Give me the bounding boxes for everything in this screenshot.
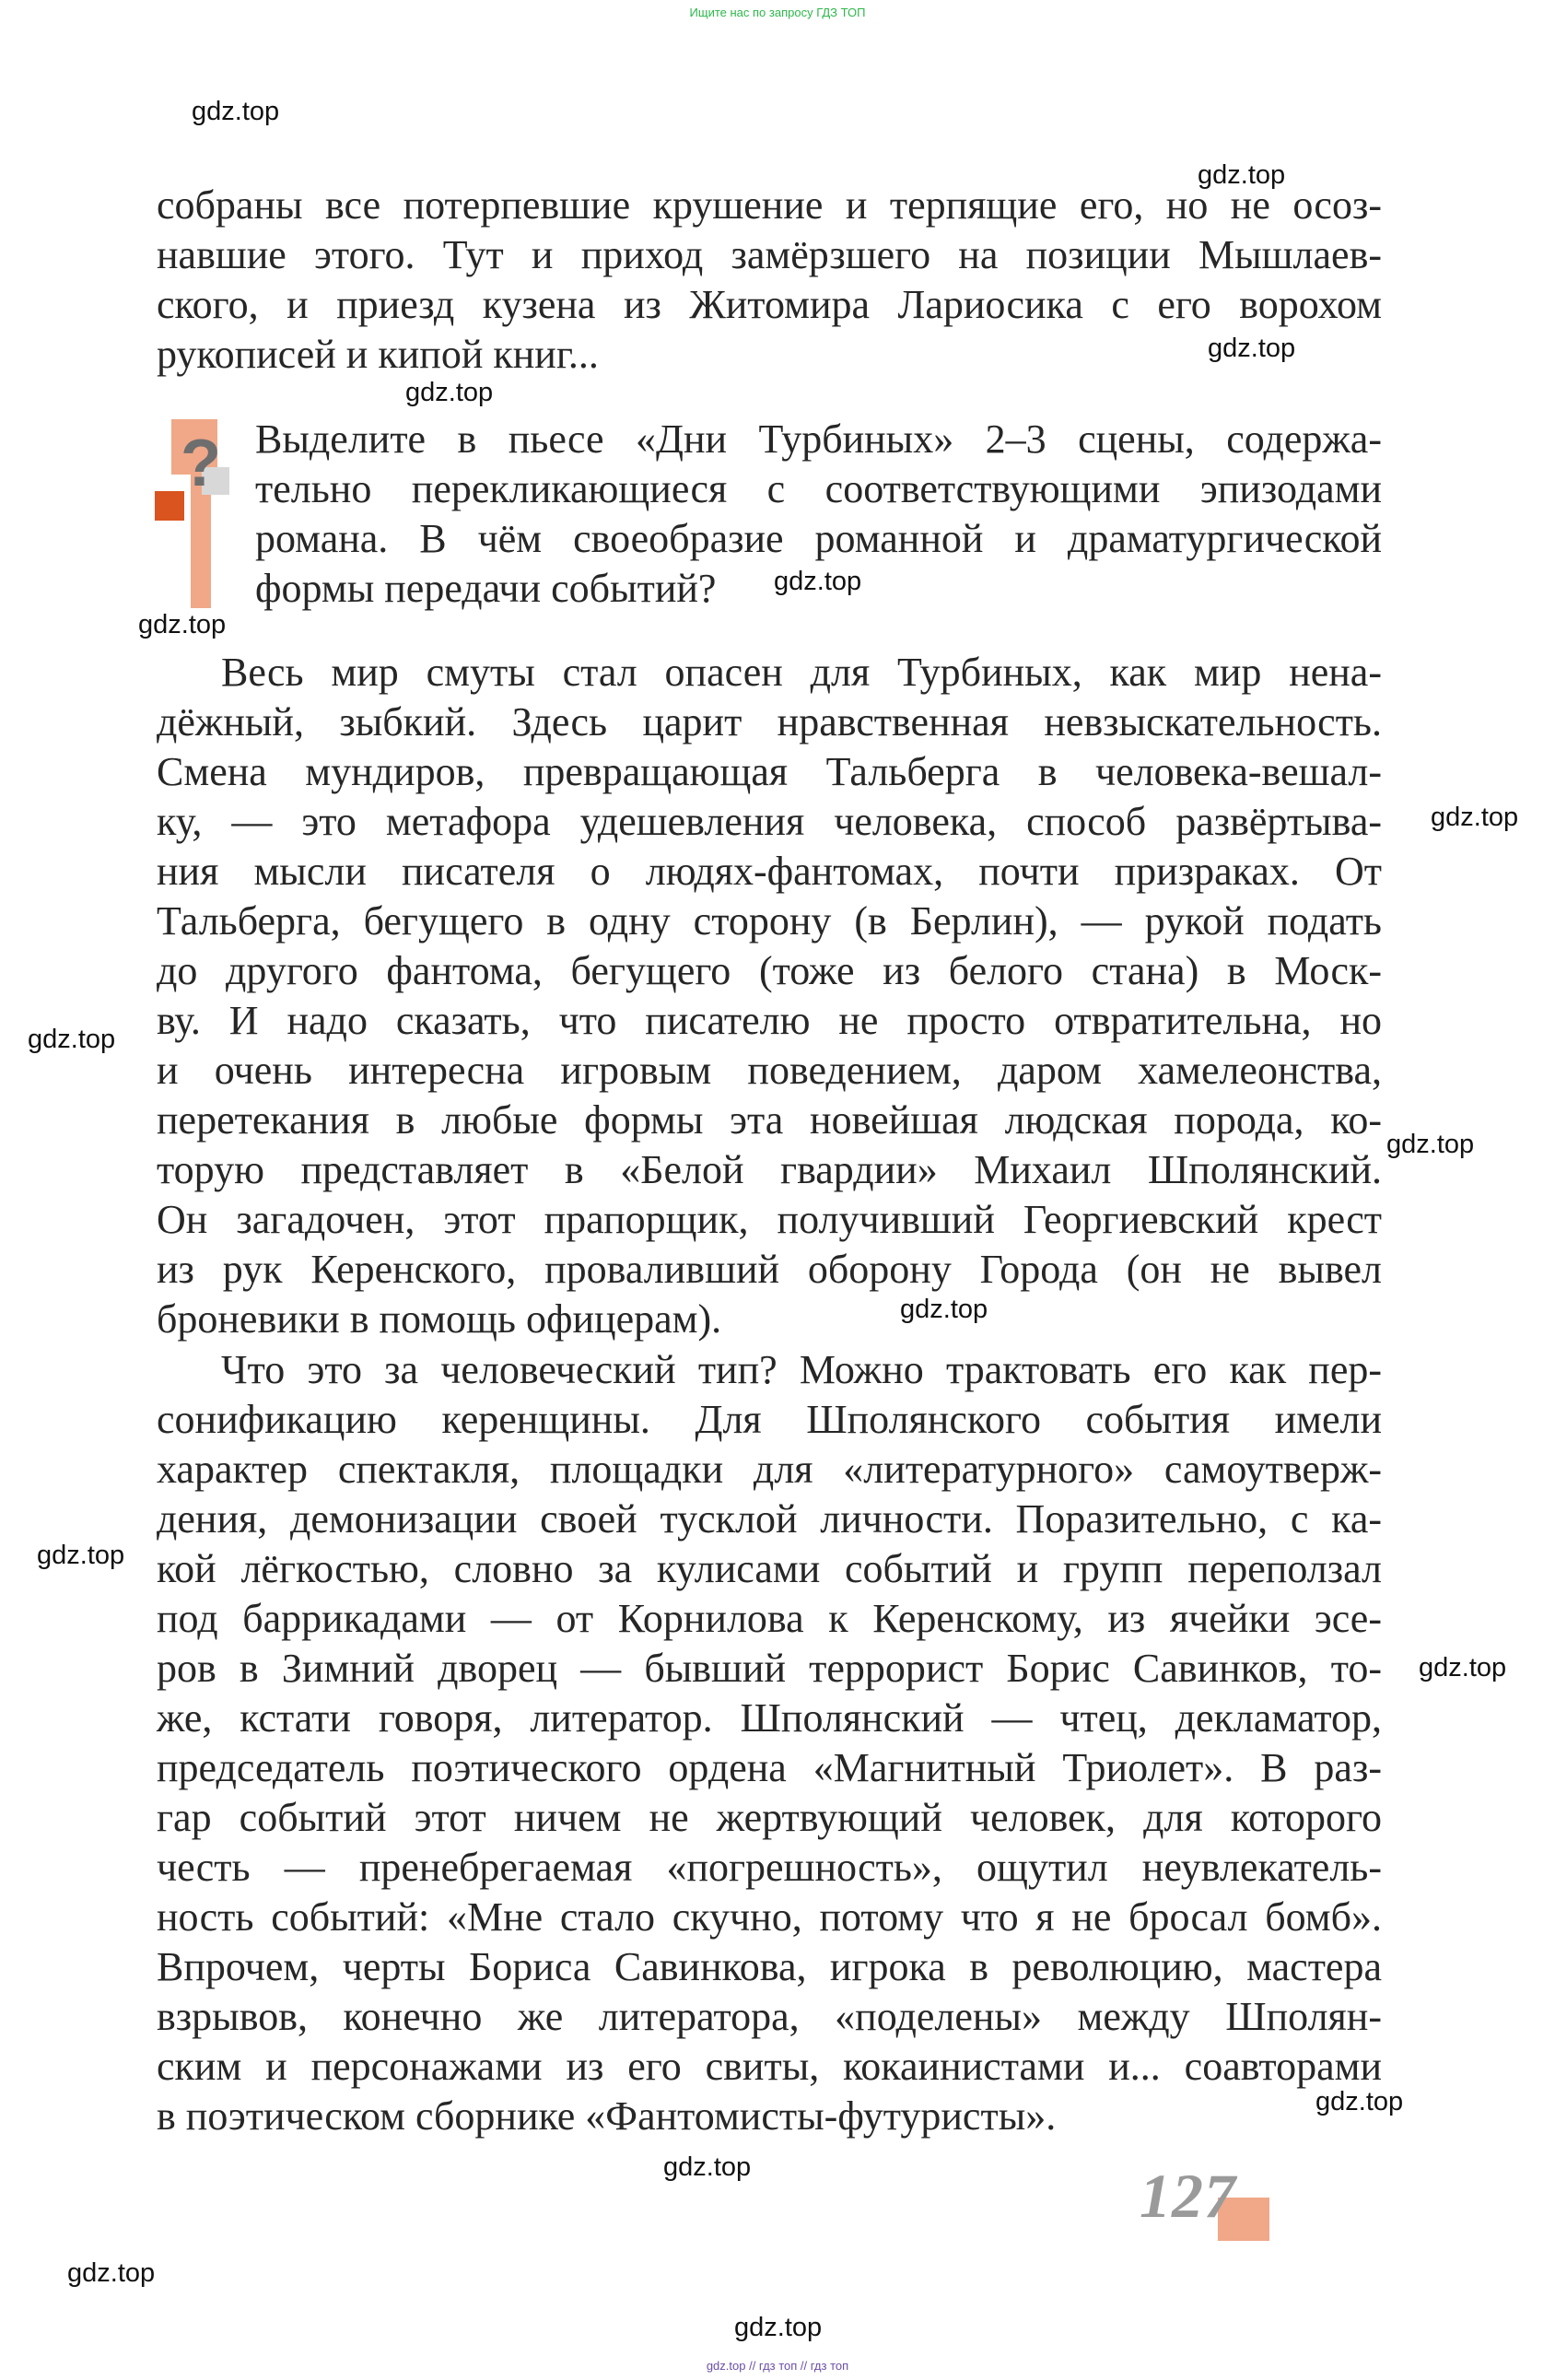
text-line: характер спектакля, площадки для «литературного» самоутверж- bbox=[157, 1447, 1382, 1492]
text-line: тельно перекликающиеся с соответствующими эпизодами bbox=[255, 466, 1382, 511]
paragraph-intro bbox=[157, 181, 1382, 380]
text-line: ву. И надо сказать, что писателю не просто отвратительна, но bbox=[157, 998, 1382, 1043]
text-line: торую представляет в «Белой гвардии» Михаил Шполянский. bbox=[157, 1147, 1382, 1192]
watermark: gdz.top bbox=[37, 1541, 125, 1570]
text-line: Выделите в пьесе «Дни Турбиных» 2–3 сцены, содержа- bbox=[255, 416, 1382, 462]
watermark: gdz.top bbox=[1431, 803, 1519, 832]
text-line: ров в Зимний дворец — бывший террорист Борис Савинков, то- bbox=[157, 1646, 1382, 1691]
top-banner: Ищите нас по запросу ГДЗ ТОП bbox=[689, 6, 866, 19]
text-line: сонификацию керенщины. Для Шполянского события имели bbox=[157, 1397, 1382, 1442]
text-line: романа. В чём своеобразие романной и драматургической bbox=[255, 516, 1382, 561]
text-line: перетекания в любые формы эта новейшая людская порода, ко- bbox=[157, 1097, 1382, 1143]
text-line: ку, — это метафора удешевления человека, способ развёртыва- bbox=[157, 799, 1382, 844]
text-line: навшие этого. Тут и приход замёрзшего на позиции Мышлаев- bbox=[157, 232, 1382, 277]
watermark: gdz.top bbox=[1386, 1130, 1475, 1159]
text-line: и очень интересна игровым поведением, даром хамелеонства, bbox=[157, 1048, 1382, 1093]
watermark: gdz.top bbox=[734, 2313, 823, 2342]
text-line: под баррикадами — от Корнилова к Керенскому, из ячейки эсе- bbox=[157, 1596, 1382, 1641]
text-line: Смена мундиров, превращающая Тальберга в человека-вешал- bbox=[157, 749, 1382, 794]
svg-text:?: ? bbox=[181, 427, 221, 500]
text-line: Впрочем, черты Бориса Савинкова, игрока в революцию, мастера bbox=[157, 1944, 1382, 1989]
watermark: gdz.top bbox=[1315, 2087, 1404, 2116]
text-line: до другого фантома, бегущего (тоже из белого стана) в Моск- bbox=[157, 948, 1382, 993]
watermark: gdz.top bbox=[67, 2258, 156, 2288]
paragraph-1 bbox=[157, 648, 1382, 1344]
text-line: Весь мир смуты стал опасен для Турбиных, как мир нена- bbox=[221, 650, 1382, 695]
paragraph-2 bbox=[157, 1345, 1382, 2141]
watermark: gdz.top bbox=[1419, 1653, 1507, 1682]
text-line: ния мысли писателя о людях-фантомах, почти призраках. От bbox=[157, 849, 1382, 894]
text-line: честь — пренебрегаемая «погрешность», ощутил неувлекатель- bbox=[157, 1845, 1382, 1890]
text-line: броневики в помощь офицерам). bbox=[157, 1296, 722, 1342]
question-text bbox=[255, 415, 1382, 614]
text-line: председатель поэтического ордена «Магнитный Триолет». В раз- bbox=[157, 1745, 1382, 1790]
bottom-banner: gdz.top // гдз топ // гдз топ bbox=[706, 2359, 849, 2373]
text-line: кой лёгкостью, словно за кулисами событий и групп переползал bbox=[157, 1546, 1382, 1591]
watermark: gdz.top bbox=[663, 2152, 752, 2182]
text-line: гар событий этот ничем не жертвующий человек, для которого bbox=[157, 1795, 1382, 1840]
text-line: взрывов, конечно же литератора, «поделены» между Шполян- bbox=[157, 1994, 1382, 2039]
watermark: gdz.top bbox=[405, 378, 494, 407]
text-line: формы передачи событий? bbox=[255, 566, 717, 611]
text-line: из рук Керенского, проваливший оборону Города (он не вывел bbox=[157, 1247, 1382, 1292]
watermark: gdz.top bbox=[28, 1025, 116, 1054]
text-line: Что это за человеческий тип? Можно трактовать его как пер- bbox=[221, 1347, 1382, 1392]
text-line: рукописей и кипой книг... bbox=[157, 332, 599, 377]
page-number: 127 bbox=[1140, 2161, 1236, 2231]
text-line: ского, и приезд кузена из Житомира Лариосика с его ворохом bbox=[157, 282, 1382, 327]
watermark: gdz.top bbox=[774, 567, 862, 596]
text-line: же, кстати говоря, литератор. Шполянский — чтец, декламатор, bbox=[157, 1695, 1382, 1741]
text-line: дёжный, зыбкий. Здесь царит нравственная невзыскательность. bbox=[157, 699, 1382, 744]
text-line: Он загадочен, этот прапорщик, получивший Георгиевский крест bbox=[157, 1197, 1382, 1242]
text-line: собраны все потерпевшие крушение и терпящие его, но не осоз- bbox=[157, 182, 1382, 228]
text-line: ским и персонажами из его свиты, кокаинистами и... соавторами bbox=[157, 2044, 1382, 2089]
watermark: gdz.top bbox=[138, 610, 227, 639]
question-icon bbox=[151, 419, 243, 608]
text-line: дения, демонизации своей тусклой личности. Поразительно, с ка- bbox=[157, 1496, 1382, 1542]
watermark: gdz.top bbox=[900, 1295, 988, 1324]
text-line: Тальберга, бегущего в одну сторону (в Берлин), — рукой подать bbox=[157, 898, 1382, 944]
watermark: gdz.top bbox=[1208, 334, 1296, 363]
watermark: gdz.top bbox=[192, 97, 280, 126]
watermark: gdz.top bbox=[1198, 160, 1286, 190]
text-line: в поэтическом сборнике «Фантомисты-футуристы». bbox=[157, 2093, 1057, 2139]
text-line: ность событий: «Мне стало скучно, потому что я не бросал бомб». bbox=[157, 1894, 1382, 1940]
